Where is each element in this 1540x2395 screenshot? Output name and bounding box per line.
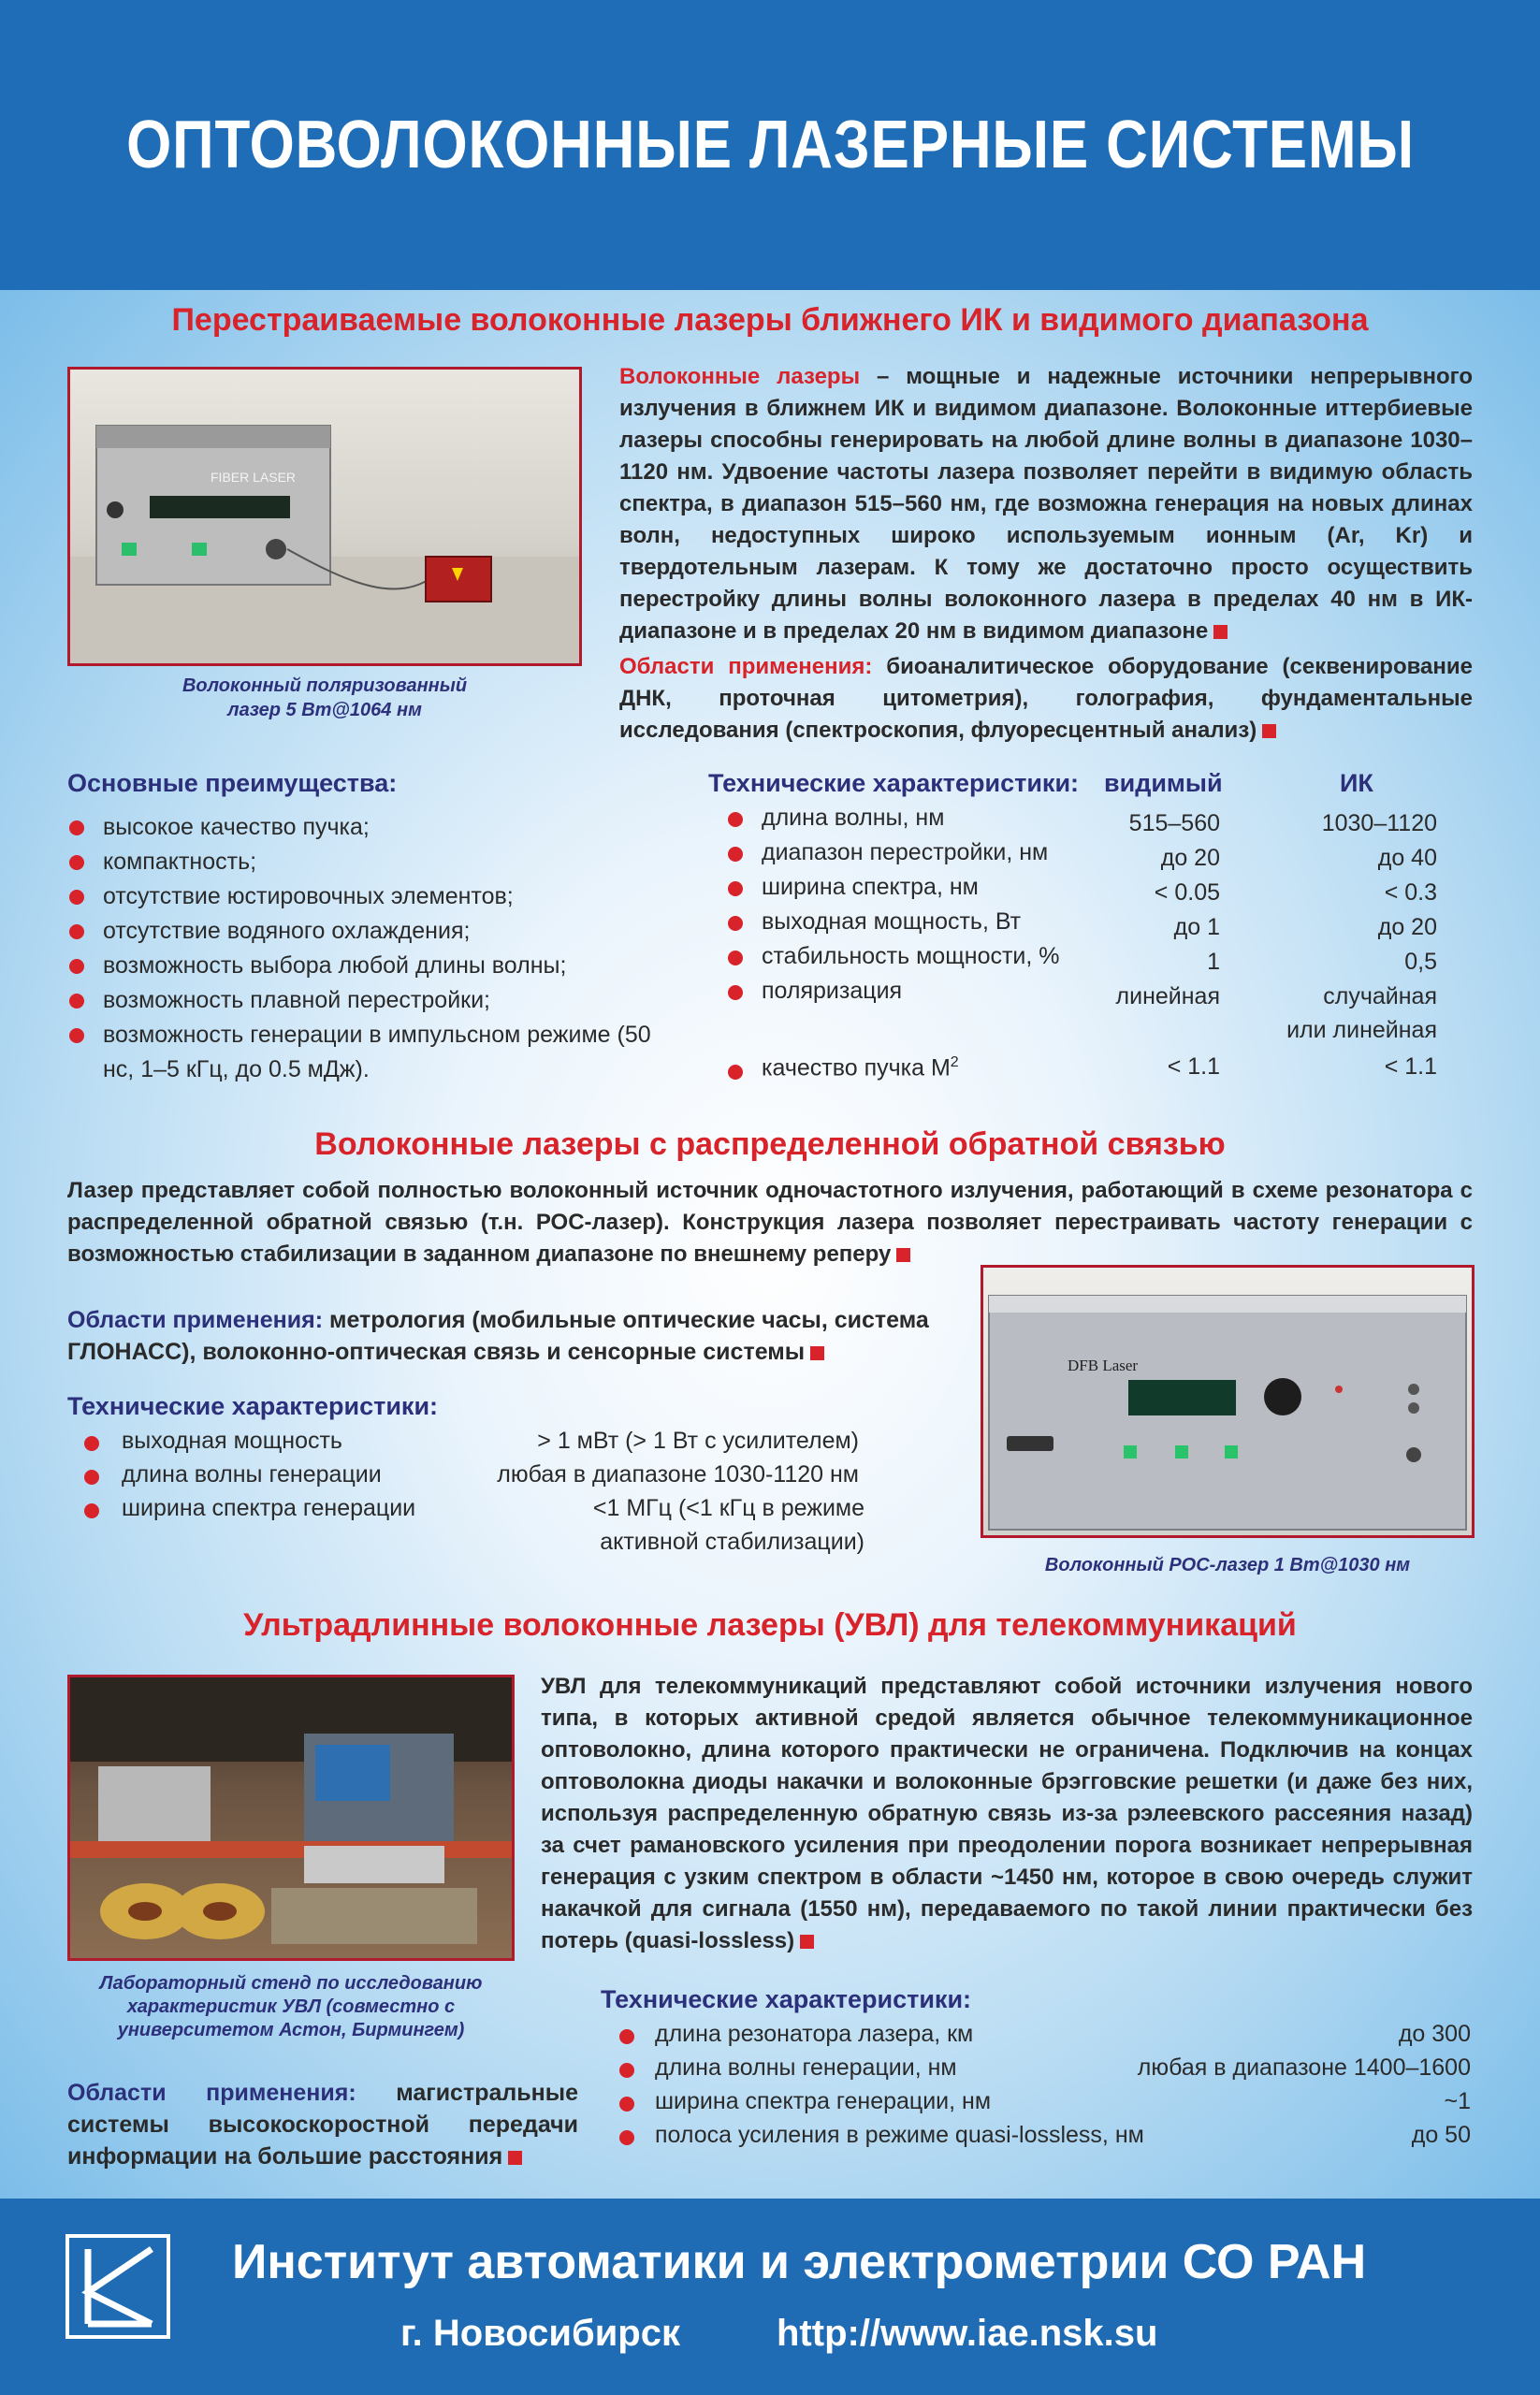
bullet-icon	[728, 847, 743, 862]
spec-visible: до 1	[1173, 914, 1220, 940]
fiber-laser-illustration	[70, 370, 579, 663]
col-visible-header: видимый	[1104, 769, 1223, 797]
spec-name: ширина спектра, нм	[762, 874, 979, 900]
section3-applications	[67, 2077, 578, 2172]
section3-title: Ультрадлинные волоконные лазеры (УВЛ) для телекоммуникаций	[243, 1607, 1297, 1643]
section3-description	[541, 1671, 1473, 1957]
spec-name: полоса усиления в режиме quasi-lossless, нм	[655, 2122, 1144, 2148]
applications-label: Области применения:	[619, 654, 873, 679]
section2-spec-title: Технические характеристики:	[67, 1392, 439, 1420]
spec-ir: < 0.3	[1384, 879, 1437, 906]
list-item: высокое качество пучка;	[67, 810, 666, 845]
spec-ir: до 20	[1377, 914, 1437, 940]
lead-term: Волоконные лазеры	[619, 364, 861, 389]
spec-visible: < 0.05	[1154, 879, 1220, 906]
institute-logo-icon	[65, 2234, 170, 2339]
caption-line: Лабораторный стенд по исследованию	[99, 1973, 483, 1994]
bullet-icon	[84, 1503, 99, 1518]
dfb-laser-caption: Волоконный РОС-лазер 1 Вт@1030 нм	[1044, 1555, 1411, 1575]
spec-name	[762, 1054, 959, 1081]
spec-name: длина волны генерации, нм	[655, 2054, 957, 2081]
spec-ir: 1030–1120	[1321, 810, 1437, 836]
caption-line: характеристик УВЛ (совместно с	[126, 1996, 456, 2017]
end-mark-icon	[810, 1346, 824, 1360]
spec-visible: линейная	[1115, 983, 1220, 1009]
section1-spec-title: Технические характеристики:	[708, 769, 1080, 797]
poster-footer	[0, 2199, 1540, 2395]
institute-city: г. Новосибирск	[400, 2313, 681, 2354]
spec-ir: до 40	[1377, 845, 1437, 871]
section2-applications	[67, 1304, 966, 1368]
spec-name: выходная мощность	[122, 1428, 342, 1454]
spec-value: до 300	[1398, 2021, 1471, 2047]
end-mark-icon	[800, 1935, 814, 1949]
list-item: отсутствие юстировочных элементов;	[67, 879, 666, 914]
lab-stand-illustration	[70, 1677, 512, 1958]
spec-ir-extra: или линейная	[1286, 1017, 1437, 1043]
section3-spec-title: Технические характеристики:	[601, 1985, 972, 2013]
bullet-icon	[619, 2130, 634, 2145]
bullet-icon	[728, 812, 743, 827]
advantages-title: Основные преимущества:	[67, 769, 398, 797]
spec-value: > 1 мВт (> 1 Вт с усилителем)	[537, 1428, 859, 1454]
bullet-icon	[84, 1470, 99, 1485]
spec-visible: < 1.1	[1167, 1053, 1220, 1080]
bullet-icon	[619, 2097, 634, 2112]
bullet-icon	[619, 2063, 634, 2078]
end-mark-icon	[896, 1248, 910, 1262]
poster-header	[0, 0, 1540, 290]
bullet-icon	[619, 2029, 634, 2044]
fiber-laser-caption	[67, 674, 582, 722]
logo-mark	[69, 2238, 167, 2335]
spec-name: длина волны генерации	[122, 1461, 382, 1488]
spec-visible: до 20	[1160, 845, 1220, 871]
dfb-laser-photo	[981, 1265, 1475, 1538]
spec-value: ~1	[1444, 2088, 1471, 2114]
applications-label: Области применения:	[67, 2080, 356, 2106]
beam-quality-superscript: 2	[950, 1054, 959, 1070]
advantages-list	[67, 810, 666, 1087]
spec-ir: < 1.1	[1384, 1053, 1437, 1080]
spec-name: ширина спектра генерации, нм	[655, 2088, 992, 2114]
applications-label: Области применения:	[67, 1307, 324, 1333]
bullet-icon	[84, 1436, 99, 1451]
spec-ir: случайная	[1323, 983, 1437, 1009]
lab-stand-caption	[67, 1972, 515, 2042]
end-mark-icon	[1213, 625, 1228, 639]
description-text: Лазер представляет собой полностью волоконный источник одночастотного излучения, работающий в схеме резонатора с распределенной обратной связью (т.н. РОС-лазер). Конструкция лазера позволяет перестраивать частоту генерации с возможностью стабилизации в заданном диапазоне по внешнему реперу	[67, 1178, 1473, 1267]
bullet-icon	[728, 1065, 743, 1080]
bullet-icon	[728, 881, 743, 896]
bullet-icon	[728, 985, 743, 1000]
spec-value: любая в диапазоне 1030-1120 нм	[497, 1461, 859, 1488]
caption-line: университетом Астон, Бирмингем)	[117, 2020, 465, 2040]
lab-stand-photo	[67, 1675, 515, 1961]
poster-title: ОПТОВОЛОКОННЫЕ ЛАЗЕРНЫЕ СИСТЕМЫ	[125, 108, 1415, 182]
section1-applications	[619, 651, 1473, 747]
section1-title: Перестраиваемые волоконные лазеры ближнего ИК и видимого диапазона	[171, 302, 1369, 338]
spec-name: стабильность мощности, %	[762, 943, 1060, 969]
spec-value: <1 МГц (<1 кГц в режиме	[592, 1495, 864, 1521]
section2-title: Волоконные лазеры с распределенной обратной связью	[314, 1126, 1226, 1162]
bullet-icon	[728, 951, 743, 965]
applications-text: метрология (мобильные оптические часы, система ГЛОНАСС), волоконно-оптическая связь и сенсорные системы	[67, 1307, 929, 1365]
spec-name: ширина спектра генерации	[122, 1495, 416, 1521]
spec-name: длина волны, нм	[762, 805, 945, 831]
fiber-laser-label: FIBER LASER	[211, 470, 297, 485]
description-text: – мощные и надежные источники непрерывного излучения в ближнем ИК и видимом диапазоне. Волоконные иттербиевые лазеры способны генерировать на любой длине волны в диапазоне 1030–1120 нм. Удвоение частоты лазера позволяет перейти в видимую область спектра, в диапазон 515–560 нм, где возможна генерация на новых длинах волн, недоступных широко используемым ионным (Ar, Kr) и твердотельным лазерам. К тому же достаточно просто осуществить перестройку длины волны волоконного лазера в пределах 40 нм в ИК-диапазоне и в пределах 20 нм в видимом диапазоне	[619, 364, 1473, 644]
fiber-laser-photo	[67, 367, 582, 666]
end-mark-icon	[1262, 724, 1276, 738]
spec-value: до 50	[1411, 2122, 1471, 2148]
list-item: возможность генерации в импульсном режиме (50 нс, 1–5 кГц, до 0.5 мДж).	[67, 1018, 666, 1087]
end-mark-icon	[508, 2151, 522, 2165]
applications-text: биоаналитическое оборудование (секвенирование ДНК, проточная цитометрия), голография, фундаментальные исследования (спектроскопия, флуоресцентный анализ)	[619, 654, 1473, 743]
poster-body	[0, 290, 1540, 2199]
section2-description	[67, 1175, 1473, 1270]
list-item: возможность выбора любой длины волны;	[67, 949, 666, 983]
spec-name: диапазон перестройки, нм	[762, 839, 1049, 865]
bullet-icon	[728, 916, 743, 931]
spec-visible: 515–560	[1128, 810, 1220, 836]
spec-visible: 1	[1207, 949, 1220, 975]
caption-line: Волоконный поляризованный	[182, 675, 468, 696]
spec-value: любая в диапазоне 1400–1600	[1137, 2054, 1471, 2081]
list-item: возможность плавной перестройки;	[67, 983, 666, 1018]
beam-quality-label: качество пучка M	[762, 1054, 951, 1081]
spec-value-extra: активной стабилизации)	[600, 1529, 864, 1555]
institute-name: Институт автоматики и электрометрии СО РАН	[232, 2235, 1367, 2289]
spec-name: выходная мощность, Вт	[762, 908, 1022, 935]
caption-line: лазер 5 Вт@1064 нм	[227, 700, 422, 720]
description-text: УВЛ для телекоммуникаций представляют собой источники излучения нового типа, в которых активной средой является обычное телекоммуникационное оптоволокно, длина которого практически не ограничена. Подключив на концах оптоволокна диоды накачки и волоконные брэгговские решетки (и даже без них, используя распределенную обратную связь из-за рэлеевского рассеяния назад) за счет рамановского усиления при преодолении порога возникает непрерывная генерация с узким спектром в области ~1450 нм, которое в свою очередь служит накачкой для сигнала (1550 нм), передаваемого по такой линии практически без потерь (quasi-lossless)	[541, 1674, 1473, 1953]
dfb-laser-label: DFB Laser	[1068, 1357, 1139, 1374]
dfb-laser-illustration	[983, 1268, 1472, 1535]
list-item: компактность;	[67, 845, 666, 879]
institute-url[interactable]: http://www.iae.nsk.su	[777, 2313, 1158, 2354]
col-ir-header: ИК	[1340, 769, 1373, 797]
section1-description	[619, 361, 1473, 647]
spec-ir: 0,5	[1404, 949, 1437, 975]
spec-name: длина резонатора лазера, км	[655, 2021, 974, 2047]
list-item: отсутствие водяного охлаждения;	[67, 914, 666, 949]
spec-name: поляризация	[762, 978, 903, 1004]
applications-text: магистральные системы высокоскоростной передачи информации на большие расстояния	[67, 2080, 578, 2170]
